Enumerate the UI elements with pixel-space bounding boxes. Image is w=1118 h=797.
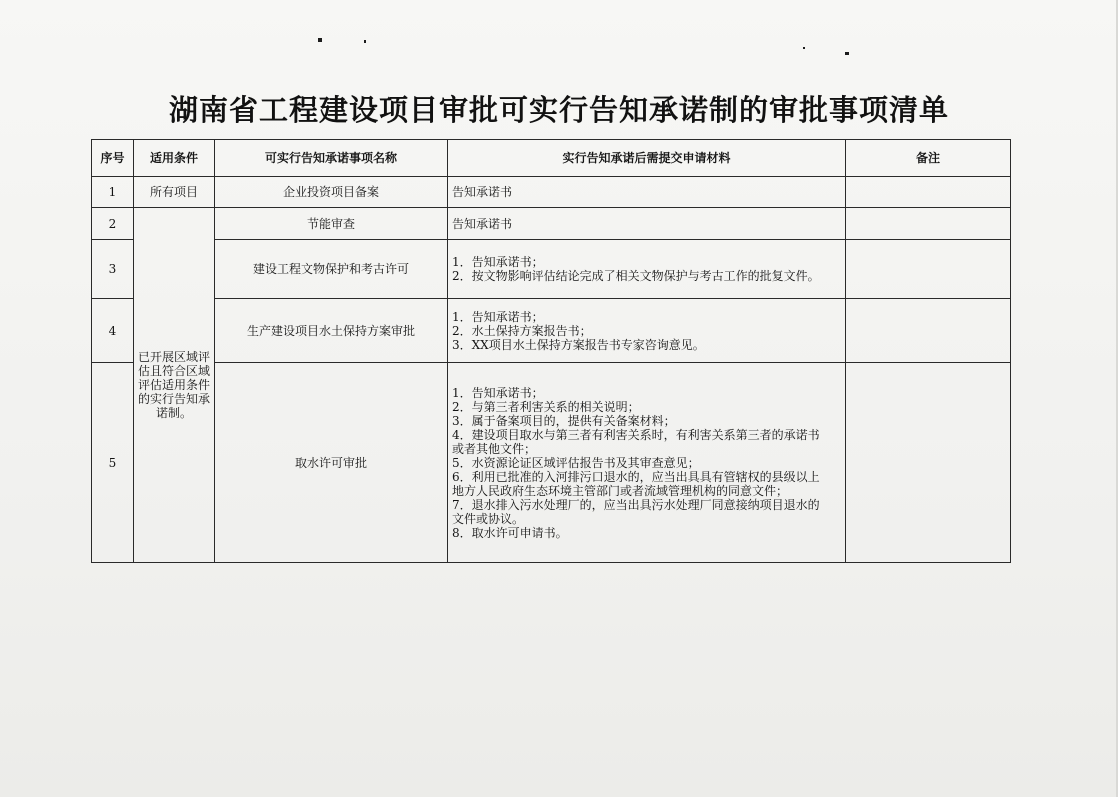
condition-line: 的实行告知承	[138, 392, 211, 406]
material-line: 8．取水许可申请书。	[452, 525, 568, 540]
material-line: 告知承诺书	[452, 216, 513, 231]
row-no: 3	[92, 240, 134, 299]
material-line: 1．告知承诺书；	[452, 255, 544, 269]
material-line: 7．退水排入污水处理厂的，应当出具污水处理厂同意接纳项目退水的	[452, 497, 820, 512]
material-line: 2．水土保持方案报告书；	[452, 323, 592, 338]
row-remark	[846, 299, 1011, 363]
condition-line: 诺制。	[155, 406, 192, 420]
row-remark	[846, 177, 1011, 208]
row-materials	[448, 208, 846, 240]
row-materials	[448, 299, 846, 363]
row-remark	[846, 363, 1011, 563]
material-line: 告知承诺书	[452, 185, 513, 199]
table-row	[92, 240, 1011, 299]
scan-speck	[318, 38, 322, 42]
row-item-name: 取水许可审批	[215, 363, 448, 563]
row-materials	[448, 240, 846, 299]
material-line: 2．按文物影响评估结论完成了相关文物保护与考古工作的批复文件。	[452, 269, 820, 283]
table-row	[92, 299, 1011, 363]
row-no: 5	[92, 363, 134, 563]
row-item-name: 节能审查	[215, 208, 448, 240]
row-remark	[846, 208, 1011, 240]
material-line: 4．建设项目取水与第三者有利害关系时，有利害关系第三者的承诺书	[452, 427, 820, 442]
table-row	[92, 363, 1011, 563]
table-header-row	[92, 140, 1011, 177]
material-line: 或者其他文件；	[452, 441, 537, 456]
material-line: 地方人民政府生态环境主管部门或者流域管理机构的同意文件；	[452, 483, 789, 498]
condition-line: 估且符合区域	[138, 364, 211, 378]
material-line: 5．水资源论证区域评估报告书及其审查意见；	[452, 455, 700, 470]
material-line: 3．XX项目水土保持方案报告书专家咨询意见。	[452, 337, 705, 352]
material-line: 1．告知承诺书；	[452, 385, 544, 400]
row-materials	[448, 177, 846, 208]
header-remark: 备注	[846, 140, 1011, 177]
scan-speck	[845, 52, 849, 55]
header-materials: 实行告知承诺后需提交申请材料	[448, 140, 846, 177]
row-materials	[448, 363, 846, 563]
row-no: 4	[92, 299, 134, 363]
header-item-name: 可实行告知承诺事项名称	[215, 140, 448, 177]
material-line: 6．利用已批准的入河排污口退水的，应当出具具有管辖权的县级以上	[452, 469, 820, 484]
approval-items-table	[91, 139, 1011, 563]
material-line: 1．告知承诺书；	[452, 309, 544, 324]
row-no: 2	[92, 208, 134, 240]
material-line: 文件或协议。	[452, 511, 525, 526]
table-row	[92, 208, 1011, 240]
material-line: 2．与第三者利害关系的相关说明；	[452, 399, 640, 414]
material-line: 3．属于备案项目的，提供有关备案材料；	[452, 413, 676, 428]
table-row	[92, 177, 1011, 208]
scan-speck	[364, 40, 366, 43]
condition-line: 评估适用条件	[138, 378, 211, 392]
merged-condition-cell	[134, 208, 215, 563]
row-item-name: 建设工程文物保护和考古许可	[215, 240, 448, 299]
header-no: 序号	[92, 140, 134, 177]
row-remark	[846, 240, 1011, 299]
row-item-name: 企业投资项目备案	[215, 177, 448, 208]
row-no: 1	[92, 177, 134, 208]
condition-line: 已开展区域评	[138, 350, 211, 364]
header-condition: 适用条件	[134, 140, 215, 177]
document-title: 湖南省工程建设项目审批可实行告知承诺制的审批事项清单	[168, 93, 949, 127]
scan-speck	[803, 47, 805, 49]
row-item-name: 生产建设项目水土保持方案审批	[215, 299, 448, 363]
row-condition: 所有项目	[134, 177, 215, 208]
